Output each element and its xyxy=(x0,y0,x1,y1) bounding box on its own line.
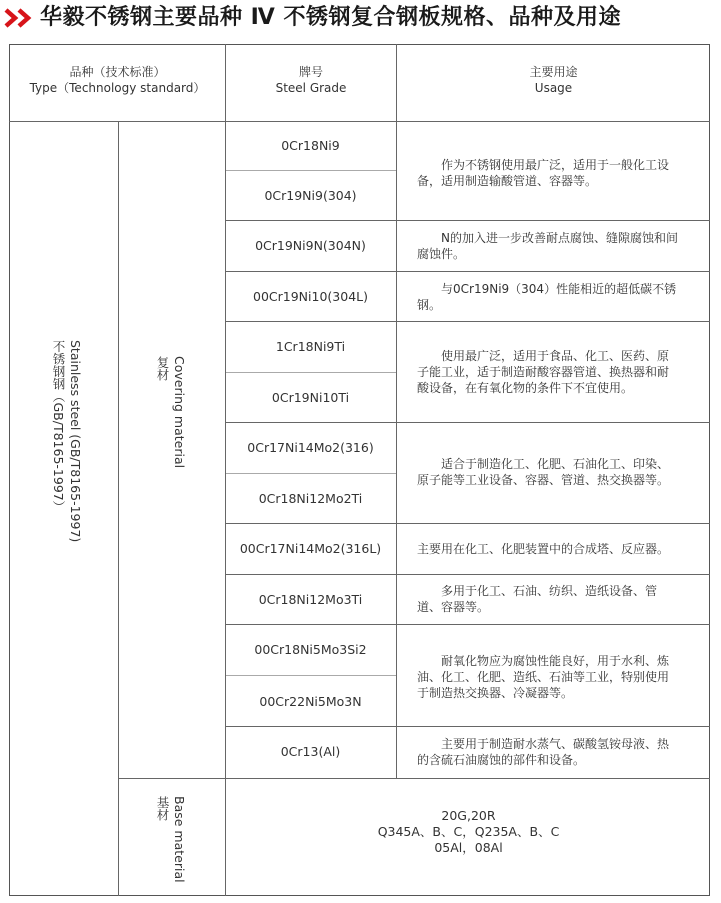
double-chevron-icon xyxy=(4,8,38,28)
header-usage xyxy=(397,64,710,96)
base-material-zh: 基材 xyxy=(155,796,170,821)
grade-cell: 0Cr17Ni14Mo2(316) xyxy=(247,440,374,455)
base-grade-line: 05Al，08Al xyxy=(434,840,503,855)
base-material-label xyxy=(154,796,188,883)
row-divider xyxy=(226,574,710,575)
header-grade-en: Steel Grade xyxy=(275,81,347,95)
header-usage-zh: 主要用途 xyxy=(529,65,578,79)
usage-cell: N的加入进一步改善耐点腐蚀、缝隙腐蚀和间腐蚀件。 xyxy=(417,231,678,261)
page-title: 华毅不锈钢主要品种 Ⅳ 不锈钢复合钢板规格、品种及用途 xyxy=(40,5,621,30)
grade-cell: 0Cr18Ni12Mo2Ti xyxy=(258,491,363,506)
grade-cell: 1Cr18Ni9Ti xyxy=(275,339,346,354)
base-grade-line: 20G,20R xyxy=(441,808,496,823)
base-grades xyxy=(226,808,711,856)
stainless-steel-zh: 不锈钢钢（GB/T8165-1997） xyxy=(51,340,66,514)
covering-material-zh: 复材 xyxy=(155,356,170,381)
grade-cell: 00Cr17Ni14Mo2(316L) xyxy=(239,541,382,556)
col-divider xyxy=(118,121,119,896)
grade-cell: 0Cr18Ni12Mo3Ti xyxy=(258,592,363,607)
usage-cell: 主要用在化工、化肥装置中的合成塔、反应器。 xyxy=(417,542,670,556)
row-divider xyxy=(226,523,710,524)
usage-cell: 主要用于制造耐水蒸气、碳酸氢铵母液、热的含硫石油腐蚀的部件和设备。 xyxy=(417,737,670,767)
base-material-en: Base material xyxy=(172,796,187,883)
header-type-zh: 品种（技术标准） xyxy=(69,65,166,79)
row-divider xyxy=(226,473,396,474)
row-divider xyxy=(226,170,396,171)
header-grade xyxy=(226,64,396,96)
usage-cell: 适合于制造化工、化肥、石油化工、印染、原子能等工业设备、容器、管道、热交换器等。 xyxy=(417,457,670,487)
grade-cell: 00Cr22Ni5Mo3N xyxy=(259,694,362,709)
row-divider xyxy=(226,726,710,727)
grade-cell: 0Cr18Ni9 xyxy=(281,138,340,153)
row-divider xyxy=(226,271,710,272)
stainless-steel-label xyxy=(50,340,84,542)
grade-cell: 0Cr19Ni9N(304N) xyxy=(255,238,366,253)
grade-cell: 00Cr19Ni10(304L) xyxy=(253,289,368,304)
header-grade-zh: 牌号 xyxy=(298,65,323,79)
row-divider xyxy=(226,220,710,221)
section-divider xyxy=(118,778,710,779)
grade-cell: 0Cr13(Al) xyxy=(280,744,341,759)
usage-cell: 与0Cr19Ni9（304）性能相近的超低碳不锈钢。 xyxy=(417,282,677,312)
grade-cell: 00Cr18Ni5Mo3Si2 xyxy=(254,642,367,657)
header-usage-en: Usage xyxy=(534,81,573,95)
header-type-en: Type（Technology standard） xyxy=(29,81,206,95)
usage-cell: 多用于化工、石油、纺织、造纸设备、管道、容器等。 xyxy=(417,584,658,614)
covering-material-label xyxy=(154,356,188,468)
usage-cell: 作为不锈钢使用最广泛，适用于一般化工设备，适用制造输酸管道、容器等。 xyxy=(417,158,670,188)
row-divider xyxy=(226,624,710,625)
title-bar xyxy=(0,0,721,36)
usage-cell: 使用最广泛，适用于食品、化工、医药、原子能工业，适于制造耐酸容器管道、换热器和耐酸设备，在有氧化物的条件下不宜使用。 xyxy=(417,349,670,395)
header-divider xyxy=(9,121,710,122)
row-divider xyxy=(226,675,396,676)
col-divider xyxy=(396,44,397,778)
stainless-steel-en: Stainless steel (GB/T8165-1997) xyxy=(68,340,83,543)
col-divider xyxy=(225,44,226,896)
grade-cell: 0Cr19Ni10Ti xyxy=(271,390,350,405)
grade-cell: 0Cr19Ni9(304) xyxy=(264,188,357,203)
row-divider xyxy=(226,372,396,373)
usage-cell: 耐氧化物应为腐蚀性能良好，用于水利、炼油、化工、化肥、造纸、石油等工业，特别使用于制造热交换器、冷凝器等。 xyxy=(417,654,670,700)
covering-material-en: Covering material xyxy=(172,356,187,469)
row-divider xyxy=(226,422,710,423)
base-grade-line: Q345A、B、C，Q235A、B、C xyxy=(377,824,560,839)
row-divider xyxy=(226,321,710,322)
header-type xyxy=(10,64,225,96)
